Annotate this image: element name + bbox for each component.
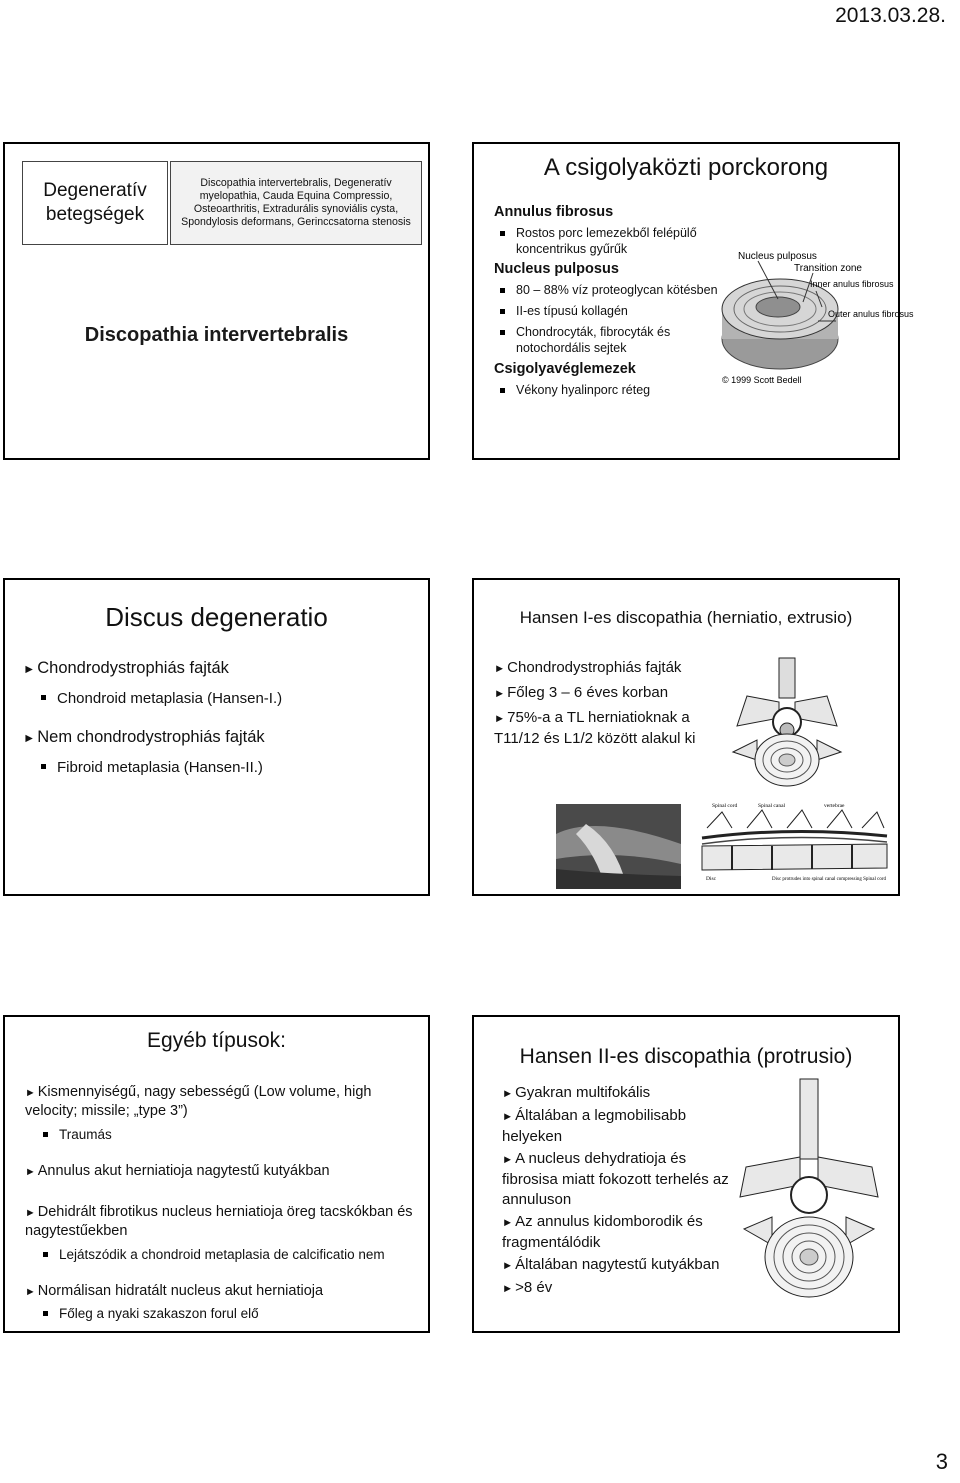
slide-porckorong xyxy=(472,142,914,460)
item: ► 75%-a a TL herniatioknak a T11/12 és L1/2 között alakul ki xyxy=(494,708,699,748)
page-number: 3 xyxy=(935,1449,948,1474)
slide-title: Hansen II-es discopathia (protrusio) xyxy=(519,1045,853,1068)
label-disc: Disc xyxy=(706,876,717,882)
item-nem-chondrodystroph: ► Nem chondrodystrophiás fajták xyxy=(23,727,423,749)
xray-image xyxy=(556,804,681,889)
item: ► Általában nagytestű kutyákban xyxy=(502,1255,732,1276)
title-box xyxy=(22,161,168,245)
slide-title: Discus degeneratio xyxy=(105,602,328,632)
label-spinal-canal: Spinal canal xyxy=(758,803,786,809)
item: ► Gyakran multifokális xyxy=(502,1083,732,1104)
item: ► Annulus akut herniatioja nagytestű kutyákban xyxy=(25,1162,425,1181)
box-title: Degeneratív betegségek xyxy=(43,180,147,225)
slide-hansen1 xyxy=(472,578,900,896)
item: ► Chondrodystrophiás fajták xyxy=(494,658,699,679)
item: ► Dehidrált fibrotikus nucleus herniatioja öreg tacskókban és nagytestűekben xyxy=(25,1203,425,1240)
label-inner-anulus: Inner anulus fibrosus xyxy=(810,279,894,289)
content xyxy=(494,204,734,398)
slide-hansen2 xyxy=(472,1015,900,1333)
heading-nucleus: Nucleus pulposus xyxy=(494,261,619,277)
slide-discus-degeneratio xyxy=(3,578,430,896)
vertebra-image xyxy=(736,1077,882,1317)
heading-veglemez: Csigolyavéglemezek xyxy=(494,361,636,377)
slide-title: Discopathia intervertebralis xyxy=(84,324,349,346)
item-chondrodystroph: ► Chondrodystrophiás fajták xyxy=(23,658,423,680)
label-nucleus: Nucleus pulposus xyxy=(738,251,817,262)
label-transition: Transition zone xyxy=(794,263,862,274)
item: ► >8 év xyxy=(502,1278,732,1299)
sub-item: Lejátszódik a chondroid metaplasia de calcificatio nem xyxy=(37,1246,425,1264)
annulus-item: Rostos porc lemezekből felépülő koncentrikus gyűrűk xyxy=(494,225,734,257)
slide-title: Egyéb típusok: xyxy=(147,1029,286,1052)
content xyxy=(23,658,423,778)
item: ► Főleg 3 – 6 éves korban xyxy=(494,683,699,704)
content xyxy=(502,1083,732,1299)
nucleus-item: II-es típusú kollagén xyxy=(494,303,734,319)
sub-item: Főleg a nyaki szakaszon forul elő xyxy=(37,1305,425,1323)
disc-diagram xyxy=(718,247,914,387)
sub-item: Traumás xyxy=(37,1126,425,1144)
vertebra-image xyxy=(727,656,847,796)
item: ► A nucleus dehydratioja és fibrosisa miatt fokozott terhelés az annuluson xyxy=(502,1149,732,1210)
veglemez-item: Vékony hyalinporc réteg xyxy=(494,382,734,398)
slide-title: A csigolyaközti porckorong xyxy=(543,154,829,181)
nucleus-item: 80 – 88% víz proteoglycan kötésben xyxy=(494,282,734,298)
diagram-credit: © 1999 Scott Bedell xyxy=(722,375,802,385)
item: ► Általában a legmobilisabb helyeken xyxy=(502,1106,732,1147)
slide-title: Hansen I-es discopathia (herniatio, extrusio) xyxy=(519,608,853,627)
heading-annulus: Annulus fibrosus xyxy=(494,204,614,220)
topics-text: Discopathia intervertebralis, Degeneratív myelopathia, Cauda Equina Compressio, Osteoarthritis, Extradurális synoviális cysta, Spondylosis deformans, Gerinccsatorna stenosis xyxy=(181,177,411,228)
content xyxy=(494,658,699,748)
label-disc-protrudes: Disc protrudes into spinal canal compressing Spinal cord xyxy=(772,877,887,882)
spine-diagram xyxy=(702,798,887,896)
header-date: 2013.03.28. xyxy=(835,4,946,27)
item: ► Az annulus kidomborodik és fragmentálódik xyxy=(502,1212,732,1253)
label-spinal-cord: Spinal cord xyxy=(712,803,738,809)
item: ► Kismennyiségű, nagy sebességű (Low volume, high velocity; missile; „type 3”) xyxy=(25,1083,425,1120)
nucleus-item: Chondrocyták, fibrocyták és notochordális sejtek xyxy=(494,324,734,356)
sub-hansen2: Fibroid metaplasia (Hansen-II.) xyxy=(35,757,423,778)
slide-egyeb-tipusok xyxy=(3,1015,430,1333)
topics-box xyxy=(170,161,422,245)
label-outer-anulus: Outer anulus fibrosus xyxy=(828,309,914,319)
label-vertebrae: vertebrae xyxy=(824,803,845,809)
slide-degenerativ xyxy=(3,142,430,460)
sub-hansen1: Chondroid metaplasia (Hansen-I.) xyxy=(35,688,423,709)
item: ► Normálisan hidratált nucleus akut herniatioja xyxy=(25,1282,425,1301)
content xyxy=(25,1083,425,1323)
